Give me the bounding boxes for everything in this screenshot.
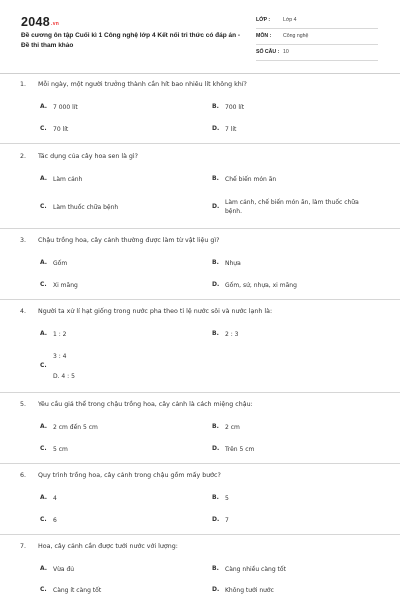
option-letter: A.: [40, 565, 48, 572]
meta-key: SỐ CÂU :: [256, 49, 280, 55]
option-text: Làm cảnh, chế biến món ăn, làm thuốc chữa bệnh.: [225, 199, 359, 215]
option-letter: A.: [40, 103, 48, 110]
option-text: 6: [53, 517, 57, 524]
option-letter: C.: [40, 281, 47, 288]
question-divider: [0, 463, 400, 464]
question-number: 7.: [20, 543, 27, 550]
site-logo[interactable]: [21, 15, 59, 29]
question-divider: [0, 392, 400, 393]
option-letter: A.: [40, 494, 48, 501]
question-text: Hoa, cây cảnh cần được tưới nước với lượng:: [38, 543, 178, 550]
header-divider: [0, 73, 400, 74]
meta-row-subject: [256, 30, 378, 45]
option-letter: A.: [40, 423, 48, 430]
option-letter: B.: [212, 259, 219, 266]
option-text: Càng nhiều càng tốt: [225, 566, 286, 573]
option-text: Chế biến món ăn: [225, 176, 277, 183]
document-meta: [256, 14, 378, 62]
document-header: [0, 0, 400, 74]
option-letter: C.: [40, 445, 47, 452]
question-number: 2.: [20, 153, 27, 160]
option-text: Làm cảnh: [53, 176, 83, 183]
option-letter: C.: [40, 586, 47, 593]
document-title: Đề cương ôn tập Cuối kì 1 Công nghệ lớp 4 Kết nối tri thức có đáp án - Đề thi tham khảo: [21, 32, 241, 49]
option-text: Không tưới nước: [225, 587, 274, 594]
option-text: 2 cm đến 5 cm: [53, 424, 98, 431]
option-text: 5: [225, 495, 229, 502]
option-text: 4: [53, 495, 57, 502]
meta-value: Công nghệ: [283, 33, 309, 39]
option-letter: C.: [40, 362, 47, 369]
meta-key: LỚP :: [256, 17, 271, 23]
option-letter: C.: [40, 516, 47, 523]
question-divider: [0, 534, 400, 535]
meta-row-count: [256, 46, 378, 61]
question-text: Tác dụng của cây hoa sen là gì?: [38, 153, 139, 160]
question-number: 6.: [20, 472, 27, 479]
option-text: Gốm, sứ, nhựa, xi măng: [225, 282, 297, 289]
option-letter: B.: [212, 565, 219, 572]
option-text: 3 : 4: [53, 353, 67, 360]
option-letter: B.: [212, 175, 219, 182]
logo-text: 2048: [21, 15, 51, 29]
meta-key: MÔN :: [256, 33, 272, 39]
option-text: 700 lít: [225, 104, 245, 111]
option-text: D. 4 : 5: [53, 373, 75, 380]
option-letter: A.: [40, 330, 48, 337]
option-letter: B.: [212, 103, 219, 110]
option-letter: D.: [212, 516, 220, 523]
option-letter: C.: [40, 125, 47, 132]
option-text: Càng ít càng tốt: [53, 587, 102, 594]
option-text: 7: [225, 517, 229, 524]
option-letter: B.: [212, 330, 219, 337]
question-divider: [0, 143, 400, 144]
question-number: 5.: [20, 401, 27, 408]
question-number: 4.: [20, 308, 27, 315]
question-divider: [0, 299, 400, 300]
option-text: Gốm: [53, 260, 68, 267]
meta-value: Lớp 4: [283, 17, 297, 23]
option-letter: D.: [212, 125, 220, 132]
option-letter: D.: [212, 203, 220, 210]
question-text: Mỗi ngày, một người trưởng thành cần hít bao nhiêu lít không khí?: [38, 81, 247, 88]
option-letter: B.: [212, 423, 219, 430]
option-text: 7 lít: [225, 126, 237, 133]
option-text: 2 : 3: [225, 331, 239, 338]
question-number: 3.: [20, 237, 27, 244]
question-text: Quy trình trồng hoa, cây cảnh trong chậu gồm mấy bước?: [38, 472, 221, 479]
option-text: 2 cm: [225, 424, 240, 431]
option-text: Vừa đủ: [53, 566, 75, 573]
question-divider: [0, 228, 400, 229]
option-letter: D.: [212, 586, 220, 593]
meta-value: 10: [283, 49, 289, 55]
option-letter: D.: [212, 281, 220, 288]
option-letter: D.: [212, 445, 220, 452]
option-text: 7 000 lít: [53, 104, 78, 111]
meta-row-class: [256, 14, 378, 29]
option-text: 70 lít: [53, 126, 69, 133]
option-text: Xi măng: [53, 282, 78, 289]
logo-suffix: .vn: [51, 21, 60, 27]
option-letter: A.: [40, 175, 48, 182]
option-text: Trên 5 cm: [225, 446, 255, 453]
option-letter: A.: [40, 259, 48, 266]
option-text: 1 : 2: [53, 331, 67, 338]
option-text: Nhựa: [225, 260, 241, 267]
option-letter: B.: [212, 494, 219, 501]
option-letter: C.: [40, 203, 47, 210]
option-text: Làm thuốc chữa bệnh: [53, 204, 119, 211]
question-text: Người ta xử lí hạt giống trong nước pha theo tỉ lệ nước sôi và nước lạnh là:: [38, 308, 273, 315]
option-text: 5 cm: [53, 446, 68, 453]
question-text: Yêu cầu giá thể trong chậu trồng hoa, cây cảnh là cách miệng chậu:: [38, 401, 253, 408]
question-number: 1.: [20, 81, 27, 88]
question-text: Chậu trồng hoa, cây cảnh thường được làm từ vật liệu gì?: [38, 237, 220, 244]
